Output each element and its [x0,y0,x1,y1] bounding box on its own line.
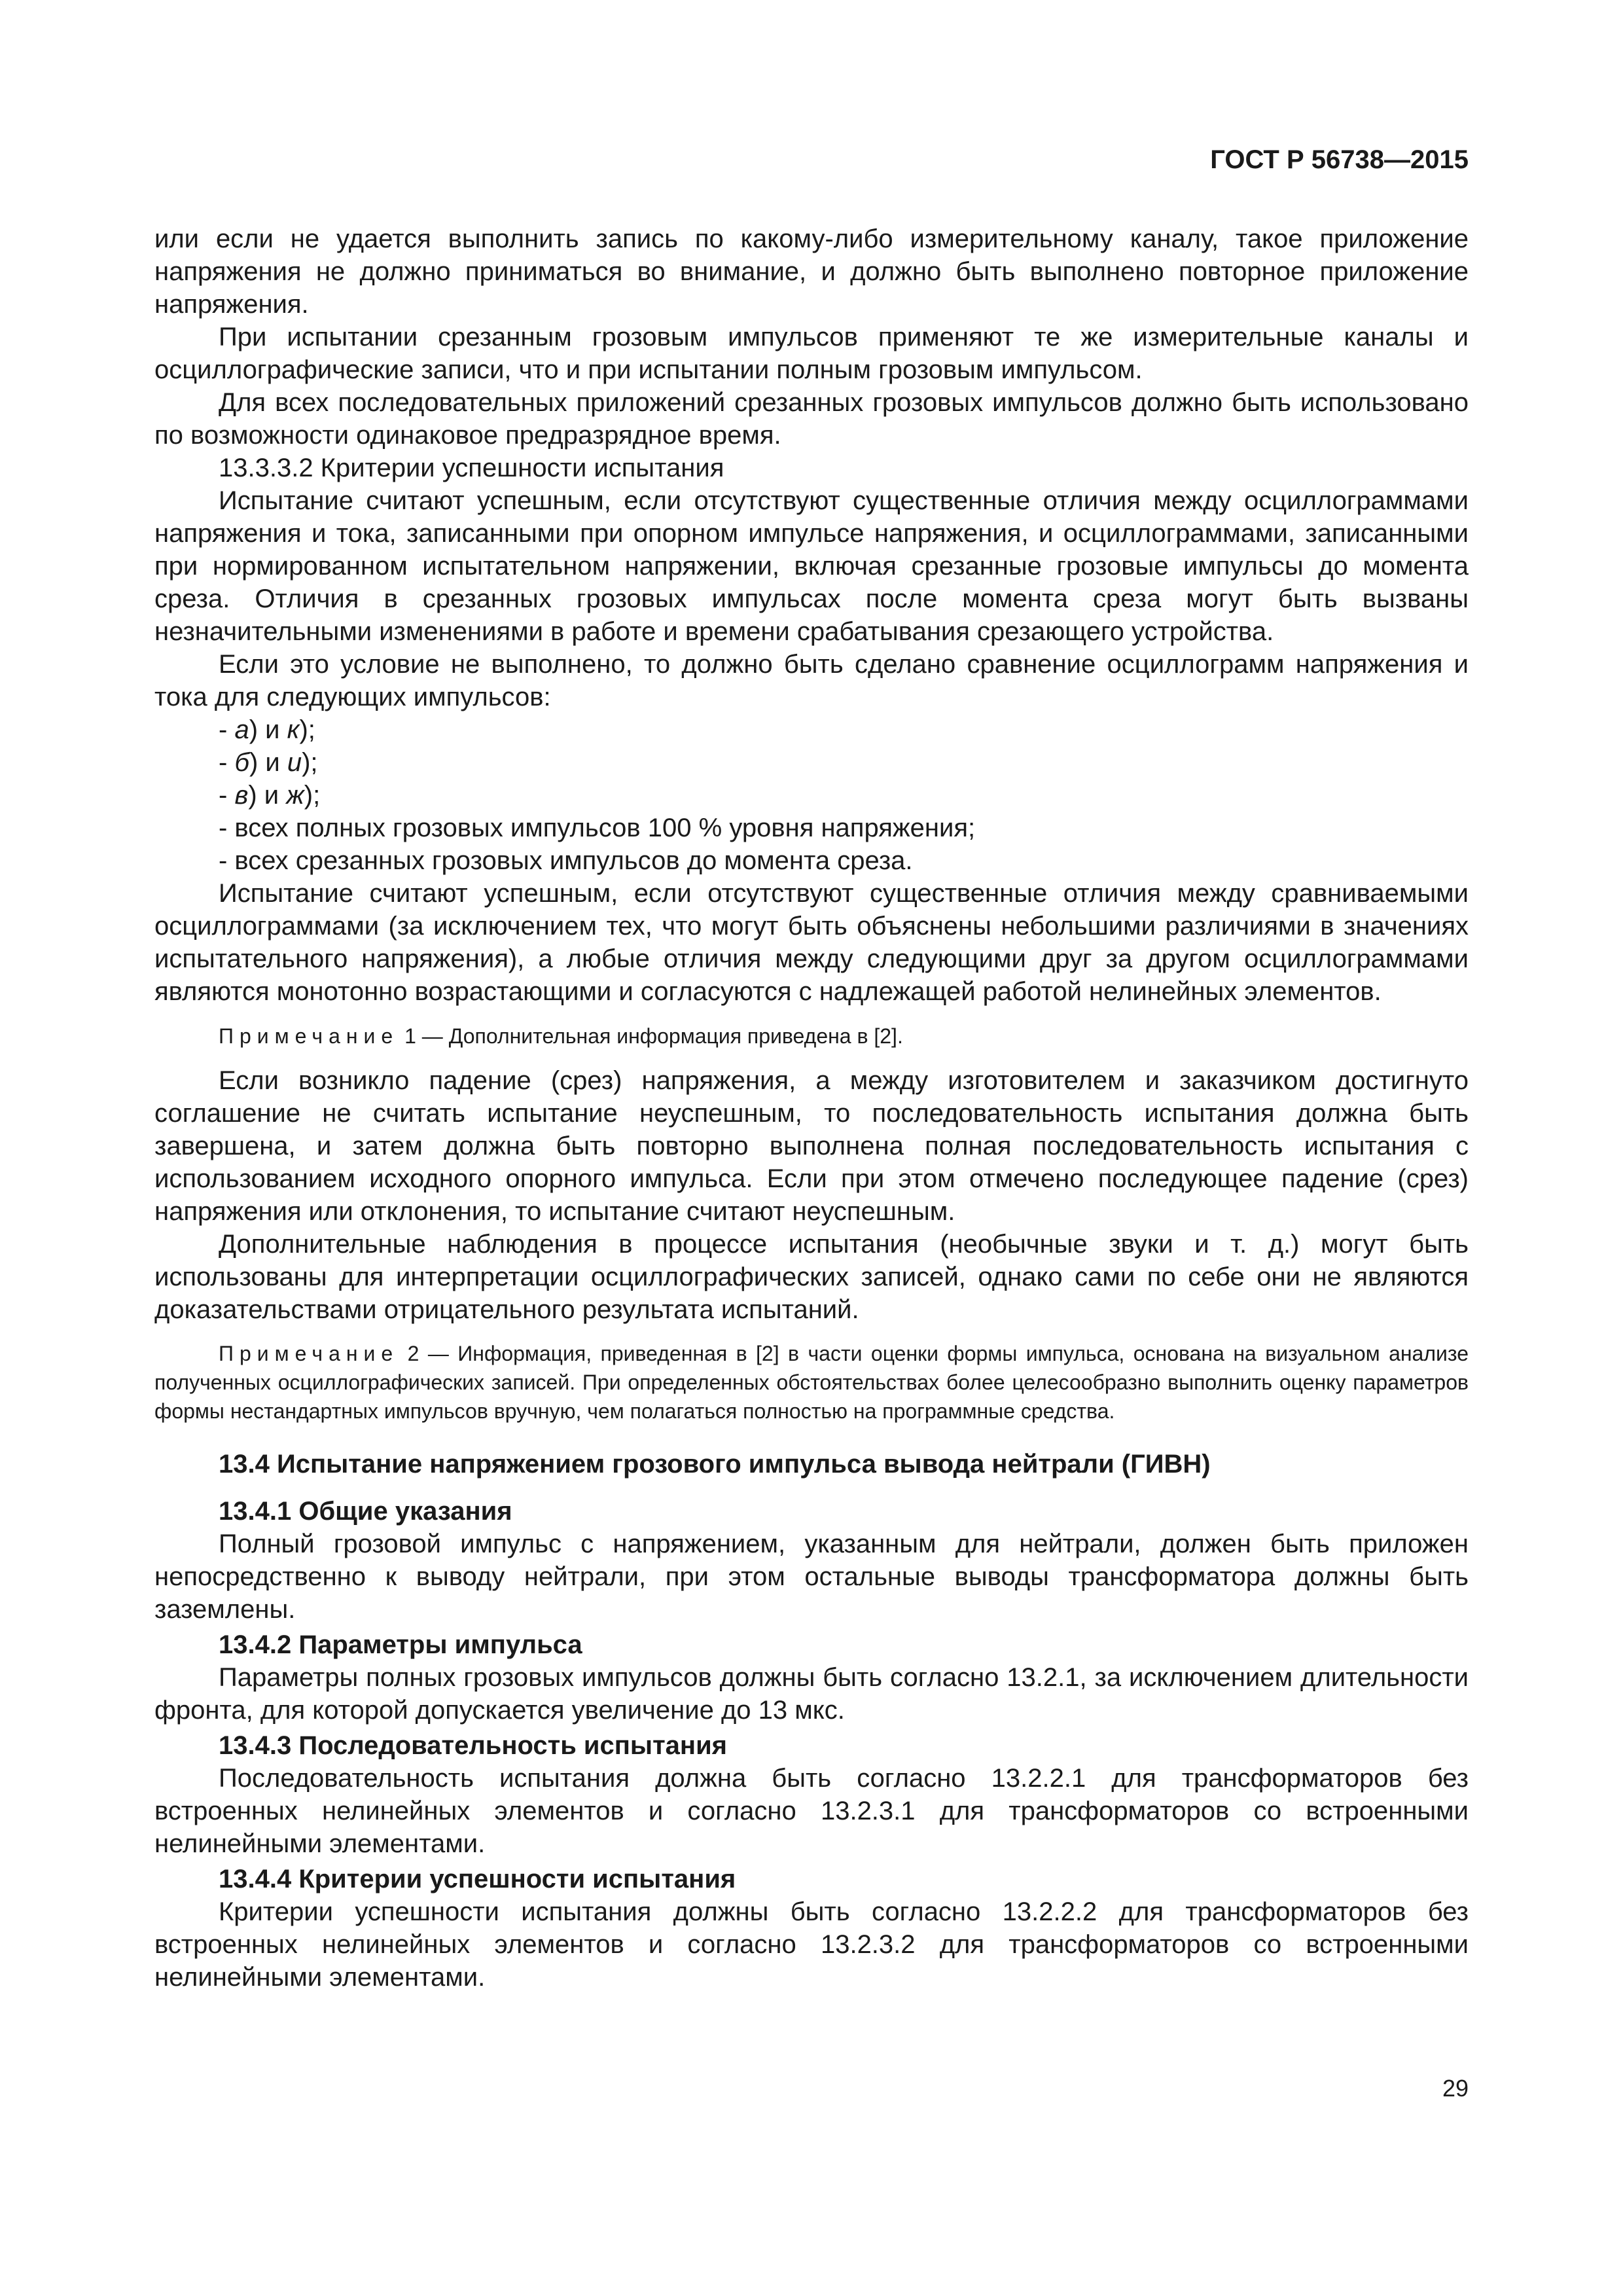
subsection-heading: 13.4.2 Параметры импульса [219,1630,582,1659]
page-body [154,223,1469,1994]
subsection-heading: 13.4.4 Критерии успешности испытания [219,1865,736,1893]
subsection-heading: 13.4.1 Общие указания [219,1497,512,1526]
paragraph: Полный грозовой импульс с напряжением, указанным для нейтрали, должен быть приложен непосредственно к выводу нейтрали, при этом остальные выводы трансформатора должны быть заземлены. [154,1530,1469,1624]
list-item: - всех срезанных грозовых импульсов до момента среза. [219,846,913,875]
paragraph: Критерии успешности испытания должны быть согласно 13.2.2.2 для трансформаторов без встроенных нелинейных элементов и согласно 13.2.3.2 для трансформаторов со встроенными нелинейными элементами. [154,1897,1469,1992]
document-header: ГОСТ Р 56738—2015 [1210,145,1469,174]
note-label: Примечание [219,1342,399,1365]
page-number: 29 [1442,2075,1469,2102]
paragraph: Испытание считают успешным, если отсутствуют существенные отличия между сравниваемыми осциллограммами (за исключением тех, что могут быть объяснены небольшими различиями в значениях испытательного напряжения), а любые отличия между следующими друг за другом осциллограммами являются монотонно возрастающими и согласуются с надлежащей работой нелинейных элементов. [154,879,1469,1006]
paragraph: При испытании срезанным грозовым импульсов применяют те же измерительные каналы и осциллографические записи, что и при испытании полным грозовым импульсом. [154,323,1469,384]
list-item: - а) и к); [219,715,315,744]
note-1: Примечание 1 — Дополнительная информация приведена в [2]. [219,1024,903,1048]
note-label: Примечание [219,1024,399,1048]
paragraph: Если возникло падение (срез) напряжения, а между изготовителем и заказчиком достигнуто соглашение не считать испытание неуспешным, то последовательность испытания должна быть завершена, и затем должна быть повторно выполнена полная последовательность испытания с использованием исходного опорного импульса. Если при этом отмечено последующее падение (срез) напряжения или отклонения, то испытание считают неуспешным. [154,1066,1469,1226]
subsection-heading: 13.4.3 Последовательность испытания [219,1731,728,1760]
list-item: - в) и ж); [219,781,321,810]
paragraph: Дополнительные наблюдения в процессе испытания (необычные звуки и т. д.) могут быть использованы для интерпретации осциллографических записей, однако сами по себе они не являются доказательствами отрицательного результата испытаний. [154,1230,1469,1324]
paragraph: Для всех последовательных приложений срезанных грозовых импульсов должно быть использовано по возможности одинаковое предразрядное время. [154,388,1469,450]
section-heading: 13.4 Испытание напряжением грозового импульса вывода нейтрали (ГИВН) [219,1450,1211,1479]
paragraph: Параметры полных грозовых импульсов должны быть согласно 13.2.1, за исключением длительности фронта, для которой допускается увеличение до 13 мкс. [154,1663,1469,1725]
paragraph: Если это условие не выполнено, то должно быть сделано сравнение осциллограмм напряжения и тока для следующих импульсов: [154,650,1469,711]
paragraph: Испытание считают успешным, если отсутствуют существенные отличия между осциллограммами напряжения и тока, записанными при опорном импульсе напряжения, и осциллограммами, записанными при нормированном испытательном напряжении, включая срезанные грозовые импульсы до момента среза. Отличия в срезанных грозовых импульсах после момента среза могут быть вызваны незначительными изменениями в работе и времени срабатывания срезающего устройства. [154,486,1469,646]
list-item: - всех полных грозовых импульсов 100 % уровня напряжения; [219,814,976,842]
clause-heading: 13.3.3.2 Критерии успешности испытания [219,454,724,482]
paragraph: Последовательность испытания должна быть согласно 13.2.2.1 для трансформаторов без встроенных нелинейных элементов и согласно 13.2.3.1 для трансформаторов со встроенными нелинейными элементами. [154,1764,1469,1858]
note-2: Примечание 2 — Информация, приведенная в [2] в части оценки формы импульса, основана на визуальном анализе полученных осциллографических записей. При определенных обстоятельствах более целесообразно выполнить оценку параметров формы нестандартных импульсов вручную, чем полагаться полностью на программные средства. [154,1342,1469,1423]
list-item: - б) и и); [219,748,318,777]
paragraph: или если не удается выполнить запись по какому-либо измерительному каналу, такое приложение напряжения не должно приниматься во внимание, и должно быть выполнено повторное приложение напряжения. [154,224,1469,319]
